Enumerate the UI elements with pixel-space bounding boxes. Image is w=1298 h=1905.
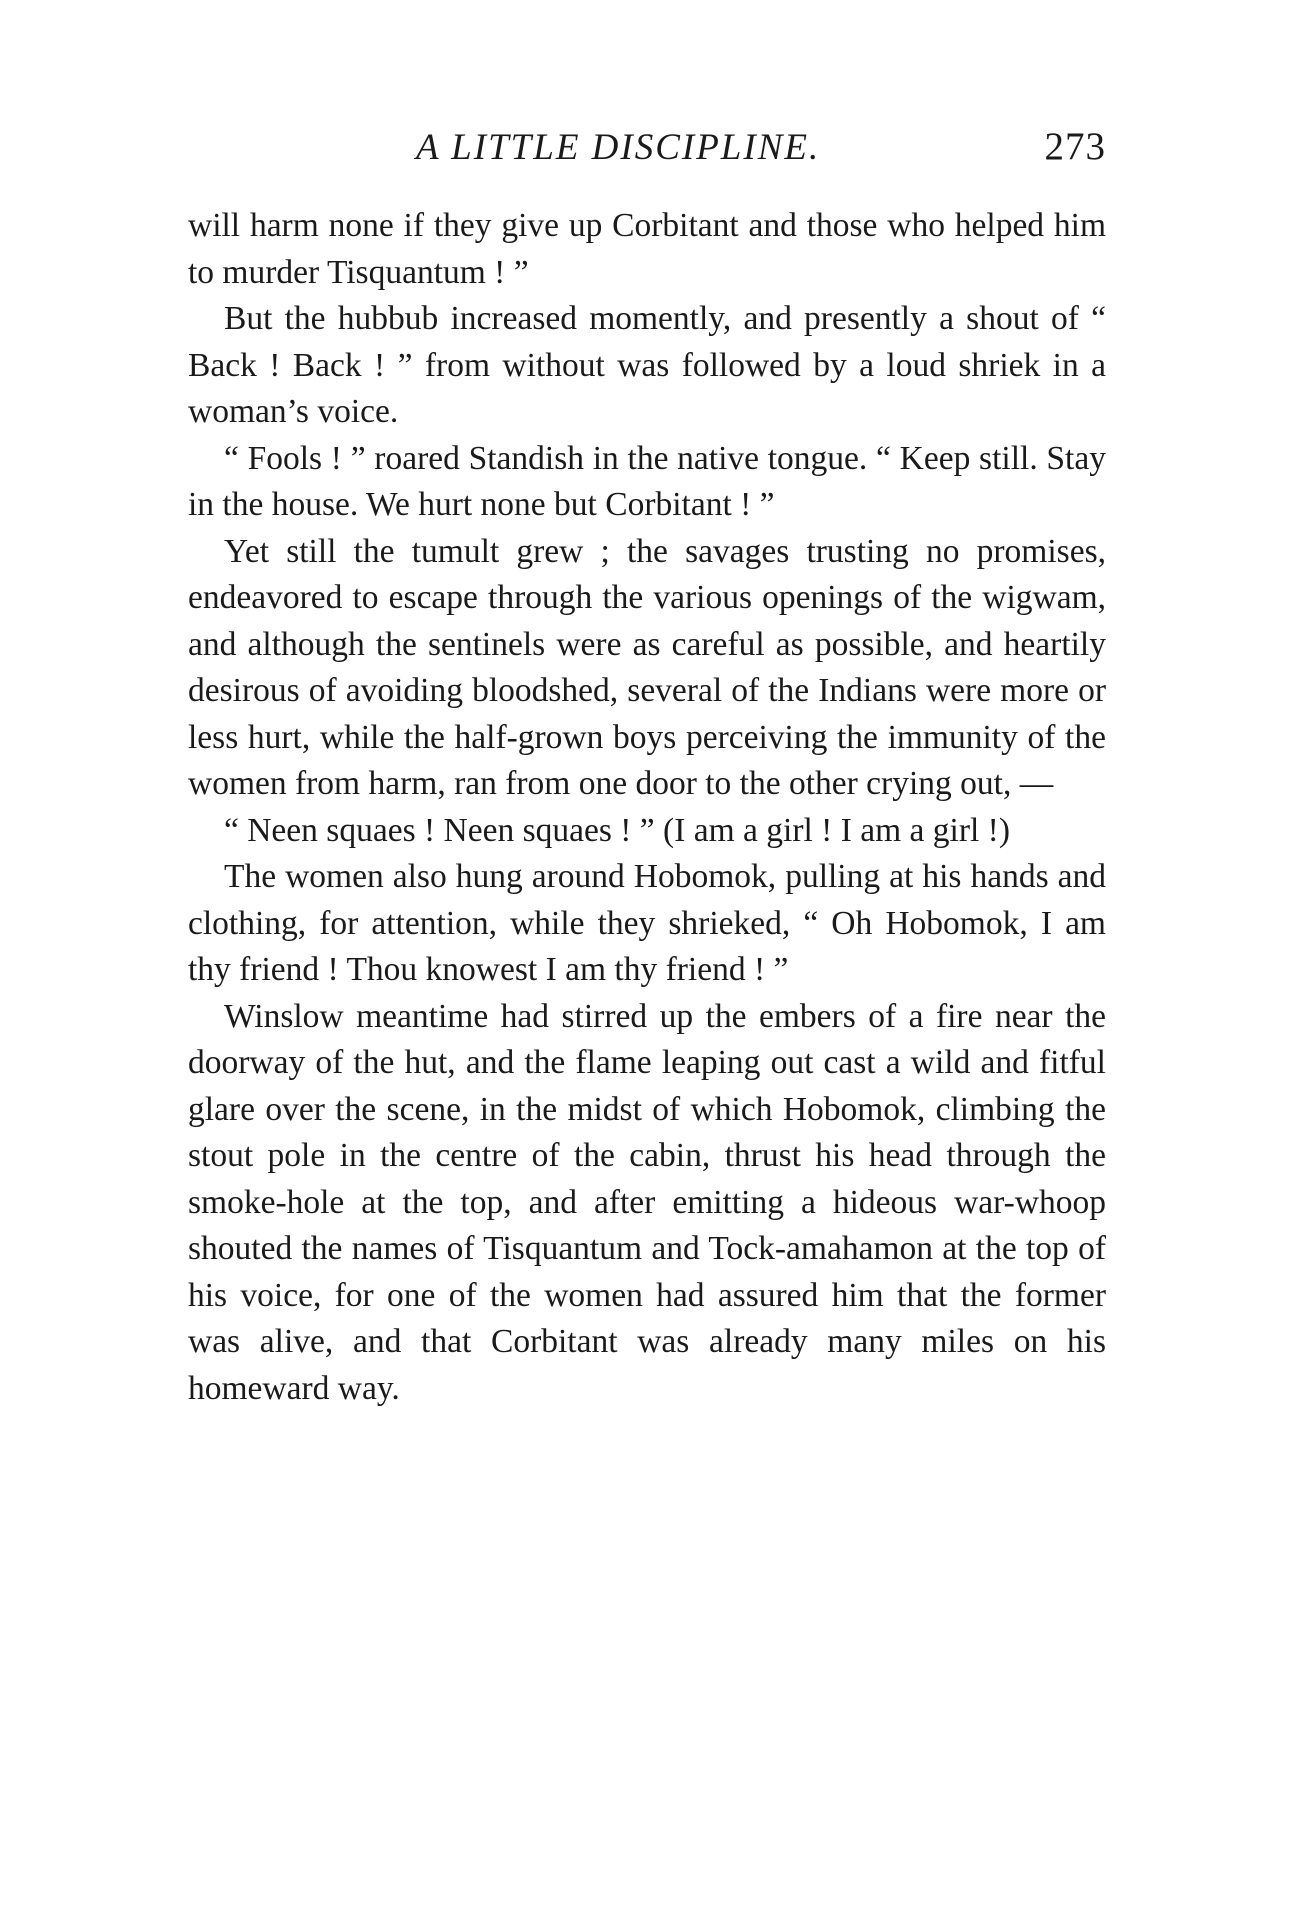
paragraph: The women also hung around Hobomok, pulling at his hands and clothing, for attention, while they shrieked, “ Oh Hobomok, I am thy friend ! Thou knowest I am thy friend ! ” xyxy=(188,858,1106,988)
page-header xyxy=(188,126,1106,176)
paragraph-continuation: will harm none if they give up Corbitant and those who helped him to murder Tisquantum ! ” xyxy=(188,207,1106,291)
paragraph: “ Fools ! ” roared Standish in the native tongue. “ Keep still. Stay in the house. We hurt none but Corbitant ! ” xyxy=(188,439,1106,523)
paragraph: Yet still the tumult grew ; the savages trusting no promises, endeavored to escape through the various openings of the wigwam, and although the sentinels were as careful as possible, and heartily desirous of avoiding bloodshed, several of the Indians were more or less hurt, while the half-grown boys perceiving the immunity of the women from harm, ran from one door to the other crying out, — xyxy=(188,532,1106,802)
paragraph: Winslow meantime had stirred up the embers of a fire near the doorway of the hut, and the flame leaping out cast a wild and fitful glare over the scene, in the midst of which Hobomok, climbing the stout pole in the centre of the cabin, thrust his head through the smoke-hole at the top, and after emitting a hideous war-whoop shouted the names of Tisquantum and Tock-amahamon at the top of his voice, for one of the women had assured him that the former was alive, and that Corbitant was already many miles on his homeward way. xyxy=(188,997,1106,1407)
running-title: A LITTLE DISCIPLINE. xyxy=(416,127,821,168)
paragraph: “ Neen squaes ! Neen squaes ! ” (I am a girl ! I am a girl !) xyxy=(224,811,1010,849)
page-number: 273 xyxy=(1044,125,1106,168)
body-text xyxy=(188,203,1106,1412)
paragraph: But the hubbub increased momently, and presently a shout of “ Back ! Back ! ” from without was followed by a loud shriek in a woman’s voice. xyxy=(188,300,1106,430)
